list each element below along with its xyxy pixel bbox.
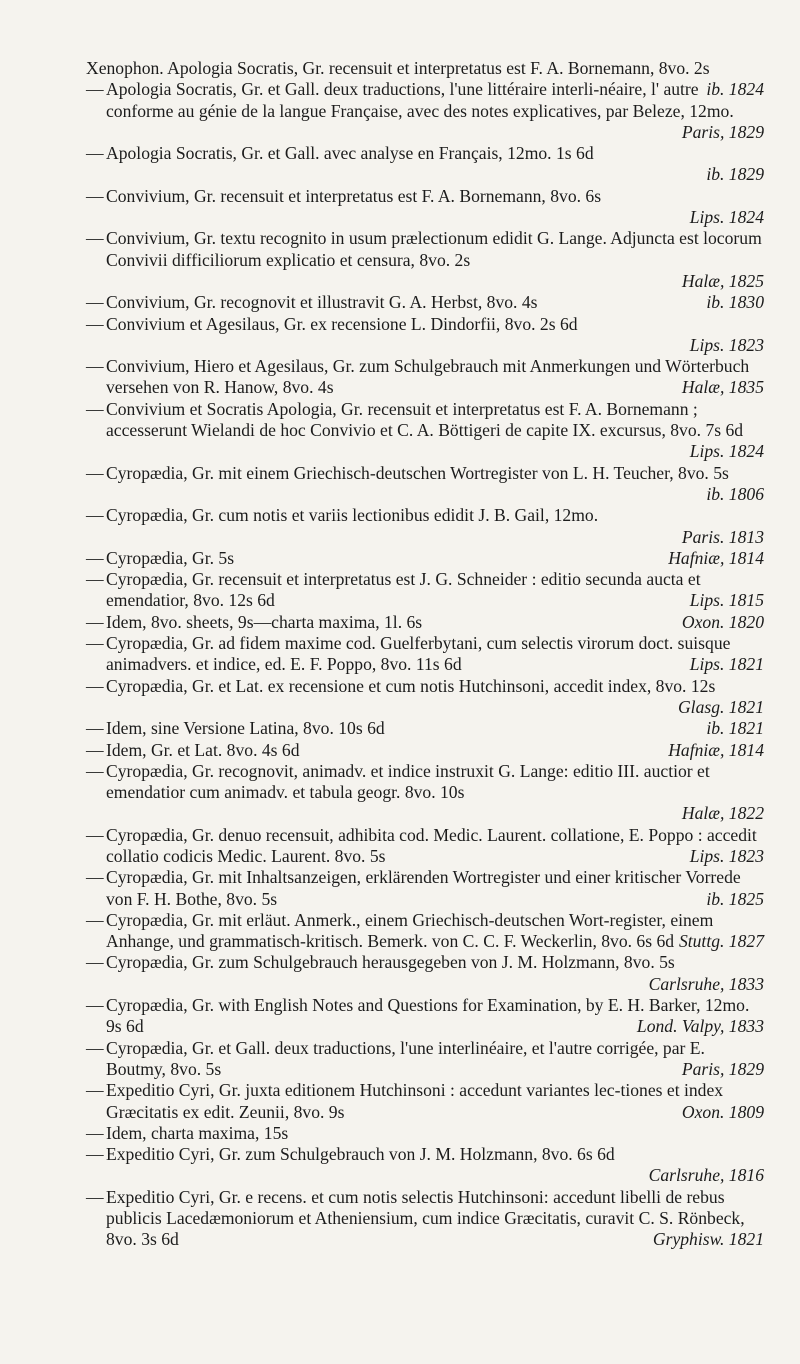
ditto-dash: — — [86, 633, 104, 654]
entry-text: Apologia Socratis, Gr. et Gall. avec analyse en Français, 12mo. 1s 6d — [106, 143, 594, 164]
ditto-dash: — — [86, 185, 104, 206]
entry-text: Expeditio Cyri, Gr. juxta editionem Hutchinsoni : accedunt variantes lec-tiones et index Græcitatis ex edit. Zeunii, 8vo. 9s — [106, 1080, 724, 1122]
ditto-dash: — — [86, 1144, 104, 1165]
entry — [86, 910, 764, 953]
entry-text: Expeditio Cyri, Gr. e recens. et cum notis selectis Hutchinsoni: accedunt libelli de rebus publicis Lacedæmoniorum et Atheniensium, cum indice Græcitatis, curavit C. S. Rönbeck, 8vo. 3s 6d — [106, 1186, 745, 1250]
entry — [86, 569, 764, 612]
ditto-dash: — — [86, 1122, 104, 1143]
entry-imprint: Lips. 1821 — [689, 654, 764, 675]
ditto-dash: — — [86, 356, 104, 377]
entry-text: Idem, sine Versione Latina, 8vo. 10s 6d — [106, 718, 385, 739]
ditto-dash: — — [86, 824, 104, 845]
entry — [86, 1144, 764, 1187]
entry-text: Apologia Socratis, Gr. recensuit et interpretatus est F. A. Bornemann, 8vo. 2s — [167, 58, 710, 78]
entry-imprint: Halæ, 1822 — [681, 803, 764, 824]
entry — [86, 1187, 764, 1251]
entry-text: Cyropædia, Gr. cum notis et variis lectionibus edidit J. B. Gail, 12mo. — [106, 505, 599, 526]
entry-text: Cyropædia, Gr. et Gall. deux traductions, l'une interlinéaire, et l'autre corrigée, par E. Boutmy, 8vo. 5s — [106, 1037, 705, 1079]
entry-imprint: ib. 1821 — [706, 718, 764, 739]
entry-text: Expeditio Cyri, Gr. zum Schulgebrauch von J. M. Holzmann, 8vo. 6s 6d — [106, 1144, 615, 1165]
ditto-dash: — — [86, 79, 104, 100]
ditto-dash: — — [86, 739, 104, 760]
entry-imprint: Stuttg. 1827 — [678, 931, 764, 952]
entry-imprint: Carlsruhe, 1833 — [648, 973, 764, 994]
entry-imprint: Halæ, 1835 — [681, 377, 764, 398]
entry-imprint: Lond. Valpy, 1833 — [636, 1016, 764, 1037]
entry-imprint: Paris, 1829 — [681, 121, 764, 142]
entry-imprint: Paris. 1813 — [681, 526, 764, 547]
entry-text: Cyropædia, Gr. mit Inhaltsanzeigen, erklärenden Wortregister und einer kritischer Vorrede von F. H. Bothe, 8vo. 5s — [106, 867, 741, 909]
entry-imprint: ib. 1830 — [706, 292, 764, 313]
entry-imprint: ib. 1825 — [706, 888, 764, 909]
entry-imprint: Gryphisw. 1821 — [652, 1229, 764, 1250]
entry — [86, 676, 764, 719]
entry-text: Cyropædia, Gr. recensuit et interpretatus est J. G. Schneider : editio secunda aucta et emendatior, 8vo. 12s 6d — [106, 569, 701, 611]
entry-imprint: ib. 1824 — [706, 79, 764, 100]
entry-text: Cyropædia, Gr. ad fidem maxime cod. Guelferbytani, cum selectis virorum doct. suisque animadvers. et indice, ed. E. F. Poppo, 8vo. 11s 6d — [106, 633, 731, 675]
entry — [86, 79, 764, 143]
entry-text: Cyropædia, Gr. recognovit, animadv. et indice instruxit G. Lange: editio III. auctior et emendatior cum animadv. et tabula geogr. 8vo. 10s — [106, 760, 710, 803]
entry-text: Convivium, Hiero et Agesilaus, Gr. zum Schulgebrauch mit Anmerkungen und Wörterbuch versehen von R. Hanow, 8vo. 4s — [106, 356, 750, 398]
ditto-dash: — — [86, 909, 104, 930]
entry — [86, 505, 764, 548]
entry — [86, 740, 764, 761]
entry-imprint: Hafniæ, 1814 — [668, 739, 764, 760]
entry — [86, 228, 764, 292]
entry-text: Cyropædia, Gr. 5s — [106, 547, 235, 568]
entry — [86, 186, 764, 229]
ditto-dash: — — [86, 952, 104, 973]
entry — [86, 356, 764, 399]
entry — [86, 867, 764, 910]
entry-text: Convivium, Gr. textu recognito in usum prælectionum edidit G. Lange. Adjuncta est locorum Convivii difficiliorum explicatio et censura, 8vo. 2s — [106, 228, 762, 270]
entry — [86, 633, 764, 676]
entry-text: Convivium, Gr. recensuit et interpretatus est F. A. Bornemann, 8vo. 6s — [106, 185, 602, 206]
entry — [86, 548, 764, 569]
entry-text: Cyropædia, Gr. with English Notes and Questions for Examination, by E. H. Barker, 12mo. 9s 6d — [106, 995, 750, 1037]
ditto-dash: — — [86, 462, 104, 483]
entry-imprint: ib. 1829 — [706, 164, 764, 185]
entry — [86, 718, 764, 739]
entry-text: Cyropædia, Gr. denuo recensuit, adhibita cod. Medic. Laurent. collatione, E. Poppo : accedit collatio codicis Medic. Laurent. 8vo. 5s — [106, 824, 757, 866]
ditto-dash: — — [86, 1080, 104, 1101]
entry — [86, 995, 764, 1038]
entry — [86, 399, 764, 463]
entry — [86, 952, 764, 995]
entry — [86, 314, 764, 357]
entry — [86, 143, 764, 186]
ditto-dash: — — [86, 505, 104, 526]
ditto-dash: — — [86, 292, 104, 313]
ditto-dash: — — [86, 1037, 104, 1058]
entry-imprint: Lips. 1815 — [689, 590, 764, 611]
entry-text: Cyropædia, Gr. mit erläut. Anmerk., einem Griechisch-deutschen Wort-register, einem Anhange, und grammatisch-kritisch. Bemerk. von C. C. F. Weckerlin, 8vo. 6s 6d — [106, 909, 714, 952]
ditto-dash: — — [86, 675, 104, 696]
entry — [86, 1080, 764, 1123]
entry — [86, 612, 764, 633]
ditto-dash: — — [86, 398, 104, 419]
entry — [86, 1123, 764, 1144]
ditto-dash: — — [86, 611, 104, 632]
entry-imprint: Carlsruhe, 1816 — [648, 1165, 764, 1186]
ditto-dash: — — [86, 760, 104, 781]
entry-text: Cyropædia, Gr. mit einem Griechisch-deutschen Wortregister von L. H. Teucher, 8vo. 5s — [106, 462, 729, 483]
entry-imprint: Hafniæ, 1814 — [668, 547, 764, 568]
entry-imprint: Lips. 1823 — [689, 845, 764, 866]
entry — [86, 463, 764, 506]
entry-imprint: Paris, 1829 — [681, 1058, 764, 1079]
entry-imprint: Lips. 1823 — [689, 334, 764, 355]
entry-imprint: Lips. 1824 — [689, 441, 764, 462]
entry-imprint: Oxon. 1820 — [681, 611, 764, 632]
entry-text: Convivium et Socratis Apologia, Gr. recensuit et interpretatus est F. A. Bornemann ; accesserunt Wielandi de hoc Convivio et C. A. Böttigeri de capite IX. excursus, 8vo. 7s 6d — [106, 398, 744, 441]
entry — [86, 292, 764, 313]
entry — [86, 1038, 764, 1081]
entry-text: Cyropædia, Gr. zum Schulgebrauch herausgegeben von J. M. Holzmann, 8vo. 5s — [106, 952, 675, 973]
ditto-dash: — — [86, 547, 104, 568]
entry-text: Apologia Socratis, Gr. et Gall. deux traductions, l'une littéraire interli-néaire, l' autre conforme au génie de la langue Française, avec des notes explicatives, par Beleze, 12mo. — [106, 79, 734, 121]
ditto-dash: — — [86, 995, 104, 1016]
entry-text: Convivium et Agesilaus, Gr. ex recensione L. Dindorfii, 8vo. 2s 6d — [106, 313, 578, 334]
entry-imprint: Oxon. 1809 — [681, 1101, 764, 1122]
ditto-dash: — — [86, 867, 104, 888]
ditto-dash: — — [86, 1186, 104, 1207]
ditto-dash: — — [86, 228, 104, 249]
entry — [86, 825, 764, 868]
entry-text: Idem, charta maxima, 15s — [106, 1122, 289, 1143]
entry — [86, 761, 764, 825]
entry-text: Idem, 8vo. sheets, 9s—charta maxima, 1l. 6s — [106, 611, 423, 632]
entry-text: Idem, Gr. et Lat. 8vo. 4s 6d — [106, 739, 300, 760]
entry-text: Convivium, Gr. recognovit et illustravit G. A. Herbst, 8vo. 4s — [106, 292, 538, 313]
ditto-dash: — — [86, 718, 104, 739]
entry-imprint: Halæ, 1825 — [681, 270, 764, 291]
ditto-dash: — — [86, 569, 104, 590]
entry-text: Cyropædia, Gr. et Lat. ex recensione et cum notis Hutchinsoni, accedit index, 8vo. 12s — [106, 675, 716, 696]
entry-imprint: Lips. 1824 — [689, 207, 764, 228]
ditto-dash: — — [86, 143, 104, 164]
entry-imprint: Glasg. 1821 — [677, 696, 764, 717]
ditto-dash: — — [86, 313, 104, 334]
author-heading: Xenophon. — [86, 58, 164, 78]
entry-imprint: ib. 1806 — [706, 483, 764, 504]
